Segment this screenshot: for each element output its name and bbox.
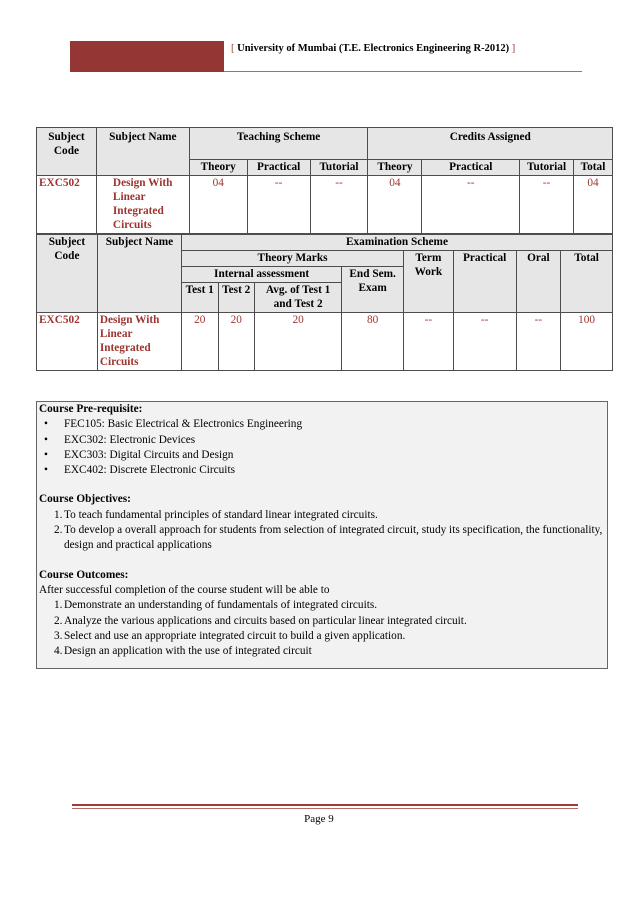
sub-credit-practical: Practical — [422, 160, 520, 176]
row-term-work: -- — [404, 313, 454, 371]
objectives-heading: Course Objectives: — [39, 493, 131, 506]
objectives-list — [39, 508, 605, 554]
list-item: 3. Select and use an appropriate integrated circuit to build a given application. — [54, 629, 406, 642]
sub-tutorial: Tutorial — [310, 160, 368, 176]
col-internal-assessment: Internal assessment — [182, 267, 342, 283]
list-item: 1. To teach fundamental principles of standard linear integrated circuits. — [54, 508, 378, 521]
sub-practical: Practical — [247, 160, 310, 176]
row-avg: 20 — [255, 313, 342, 371]
col-oral: Oral — [516, 251, 561, 313]
col-credits-assigned: Credits Assigned — [368, 128, 613, 160]
header-title-text: University of Mumbai (T.E. Electronics Engineering R-2012) — [237, 43, 510, 54]
col-subject-code: Subject Code — [37, 128, 97, 176]
col-examination-scheme: Examination Scheme — [182, 235, 613, 251]
row-end-sem: 80 — [342, 313, 404, 371]
header-rule — [224, 71, 582, 72]
row-test-1: 20 — [182, 313, 219, 371]
row-practical: -- — [453, 313, 516, 371]
col-test-2: Test 2 — [218, 283, 255, 313]
col-test-1: Test 1 — [182, 283, 219, 313]
list-item: • EXC302: Electronic Devices — [39, 433, 605, 448]
list-item: 1. Demonstrate an understanding of fundamentals of integrated circuits. — [54, 599, 378, 612]
list-item: 4. Design an application with the use of integrated circuit — [54, 645, 312, 658]
sub-theory: Theory — [189, 160, 247, 176]
teaching-scheme-table — [36, 127, 613, 234]
row-code: EXC502 — [37, 176, 97, 234]
examination-scheme-table — [36, 234, 613, 371]
row-oral: -- — [516, 313, 561, 371]
sub-credit-theory: Theory — [368, 160, 422, 176]
row-test-2: 20 — [218, 313, 255, 371]
col-practical: Practical — [453, 251, 516, 313]
col-term-work: Term Work — [404, 251, 454, 313]
row-credit-tutorial: -- — [520, 176, 574, 234]
row-credit-total: 04 — [574, 176, 613, 234]
list-item: • EXC402: Discrete Electronic Circuits — [39, 463, 605, 478]
list-item: • FEC105: Basic Electrical & Electronics Engineering — [39, 417, 605, 432]
prereq-heading: Course Pre-requisite: — [39, 403, 143, 415]
row-practical: -- — [247, 176, 310, 234]
col-avg-test: Avg. of Test 1 and Test 2 — [255, 283, 342, 313]
col-theory-marks: Theory Marks — [182, 251, 404, 267]
outcomes-heading: Course Outcomes: — [39, 568, 129, 581]
row-name: Design With Linear Integrated Circuits — [96, 176, 189, 234]
sub-credit-total: Total — [574, 160, 613, 176]
header-open-bracket: [ — [231, 43, 235, 54]
course-details-box — [36, 401, 608, 669]
col-subject-code: Subject Code — [37, 235, 98, 313]
list-item: 2. Analyze the various applications and circuits based on particular linear integrated circuit. — [54, 614, 467, 627]
row-tutorial: -- — [310, 176, 368, 234]
footer-rule — [72, 804, 578, 806]
row-total: 100 — [561, 313, 613, 371]
col-total: Total — [561, 251, 613, 313]
prereq-list — [39, 417, 605, 478]
outcomes-list — [39, 598, 605, 659]
row-code: EXC502 — [37, 313, 98, 371]
header-close-bracket: ] — [511, 43, 516, 54]
col-teaching-scheme: Teaching Scheme — [189, 128, 368, 160]
col-subject-name: Subject Name — [97, 235, 181, 313]
col-end-sem-exam: End Sem. Exam — [342, 267, 404, 313]
row-theory: 04 — [189, 176, 247, 234]
col-subject-name: Subject Name — [96, 128, 189, 176]
footer-rule-thin — [72, 808, 578, 809]
row-name: Design With Linear Integrated Circuits — [97, 313, 181, 371]
page-number: Page 9 — [304, 813, 334, 825]
header-title — [231, 43, 515, 54]
row-credit-theory: 04 — [368, 176, 422, 234]
list-item: 2. To develop a overall approach for students from selection of integrated circuit, study its specification, the functionality, design and practical applications — [54, 524, 603, 552]
header-color-block — [70, 41, 224, 72]
list-item: • EXC303: Digital Circuits and Design — [39, 448, 605, 463]
row-credit-practical: -- — [422, 176, 520, 234]
outcomes-intro: After successful completion of the course student will be able to — [39, 583, 330, 596]
sub-credit-tutorial: Tutorial — [520, 160, 574, 176]
